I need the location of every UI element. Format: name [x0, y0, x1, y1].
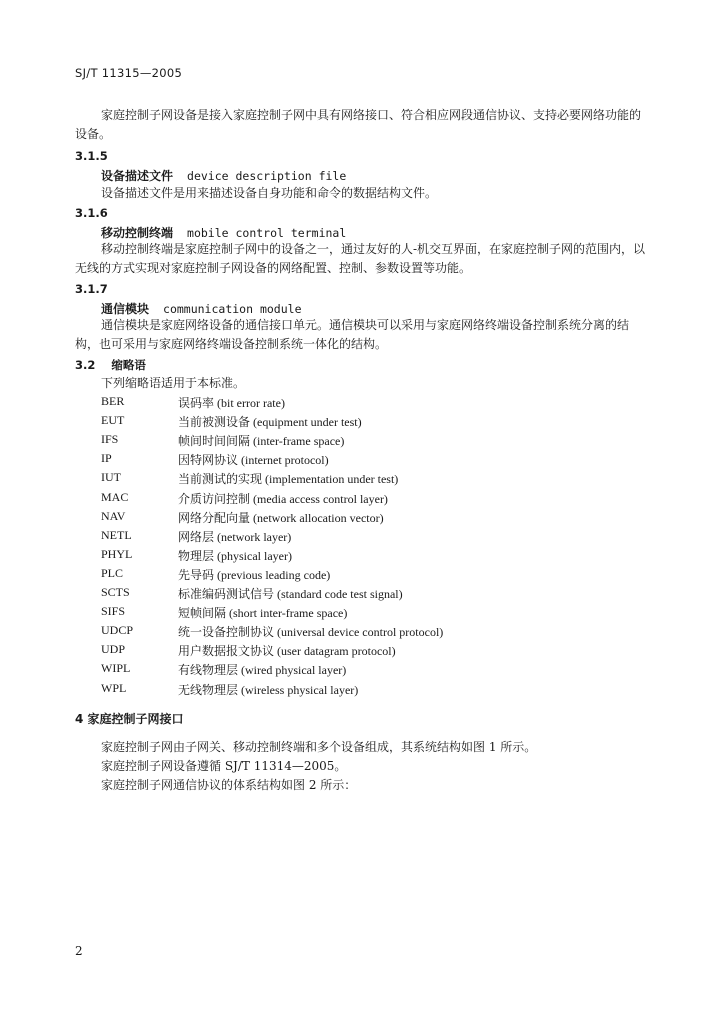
clause-number-3-1-7: 3.1.7: [75, 282, 108, 296]
page-number: 2: [75, 944, 83, 958]
abbr-code: SIFS: [101, 604, 126, 618]
term-definition-3-1-7: 通信模块是家庭网络设备的通信接口单元。通信模块可以采用与家庭网络终端设备控制系统分离的结构，也可采用与家庭网络终端设备控制系统一体化的结构。: [75, 318, 630, 351]
intro-paragraph: 家庭控制子网设备是接入家庭控制子网中具有网络接口、符合相应网段通信协议、支持必要网络功能的设备。: [75, 108, 642, 141]
abbr-code: BER: [101, 394, 125, 408]
standard-header: SJ/T 11315—2005: [75, 66, 183, 80]
clause-number-3-1-5: 3.1.5: [75, 149, 108, 163]
term-3-1-7: [101, 300, 302, 317]
abbr-definition: 因特网协议 (internet protocol): [178, 453, 329, 467]
term-3-1-6: [101, 224, 346, 241]
term-zh: 通信模块: [101, 302, 150, 316]
clause-title: 缩略语: [111, 358, 146, 372]
clause-number-3-1-6: 3.1.6: [75, 206, 108, 220]
abbr-code: WPL: [101, 681, 127, 695]
section-4-para-2: 家庭控制子网设备遵循 SJ/T 11314—2005。: [101, 759, 347, 773]
abbr-code: MAC: [101, 490, 129, 504]
clause-heading-3-2: [75, 357, 146, 373]
abbr-definition: 用户数据报文协议 (user datagram protocol): [178, 644, 396, 658]
term-definition-3-1-5: 设备描述文件是用来描述设备自身功能和命令的数据结构文件。: [101, 186, 438, 200]
abbr-code: NETL: [101, 528, 132, 542]
abbr-definition: 物理层 (physical layer): [178, 549, 292, 563]
abbr-code: WIPL: [101, 661, 131, 675]
abbr-definition: 无线物理层 (wireless physical layer): [178, 683, 359, 697]
abbr-definition: 统一设备控制协议 (universal device control protocol): [178, 625, 444, 639]
term-zh: 设备描述文件: [101, 169, 174, 183]
abbr-code: UDP: [101, 642, 126, 656]
abbr-code: IFS: [101, 432, 119, 446]
term-en: mobile control terminal: [187, 226, 347, 240]
abbr-definition: 当前被测设备 (equipment under test): [178, 415, 362, 429]
abbr-definition: 短帧间隔 (short inter-frame space): [178, 606, 348, 620]
abbr-code: EUT: [101, 413, 125, 427]
section-4-para-3: 家庭控制子网通信协议的体系结构如图 2 所示：: [101, 778, 357, 792]
abbr-code: NAV: [101, 509, 126, 523]
abbr-code: PLC: [101, 566, 124, 580]
abbr-code: IUT: [101, 470, 121, 484]
abbr-definition: 网络分配向量 (network allocation vector): [178, 511, 384, 525]
abbr-definition: 有线物理层 (wired physical layer): [178, 663, 347, 677]
abbr-definition: 先导码 (previous leading code): [178, 568, 331, 582]
abbr-code: PHYL: [101, 547, 133, 561]
abbr-definition: 帧间时间间隔 (inter-frame space): [178, 434, 345, 448]
term-3-1-5: [101, 167, 346, 184]
abbr-definition: 当前测试的实现 (implementation under test): [178, 472, 399, 486]
term-definition-3-1-6: 移动控制终端是家庭控制子网中的设备之一，通过友好的人-机交互界面，在家庭控制子网的范围内，以无线的方式实现对家庭控制子网设备的网络配置、控制、参数设置等功能。: [75, 242, 646, 275]
abbr-intro: 下列缩略语适用于本标准。: [101, 376, 246, 390]
clause-number: 3.2: [75, 358, 96, 372]
term-zh: 移动控制终端: [101, 226, 174, 240]
section-4-para-1: 家庭控制子网由子网关、移动控制终端和多个设备组成，其系统结构如图 1 所示。: [101, 740, 537, 754]
abbr-code: UDCP: [101, 623, 134, 637]
abbr-code: SCTS: [101, 585, 130, 599]
abbr-definition: 标准编码测试信号 (standard code test signal): [178, 587, 403, 601]
term-en: device description file: [187, 169, 347, 183]
abbr-definition: 网络层 (network layer): [178, 530, 292, 544]
abbr-definition: 介质访问控制 (media access control layer): [178, 492, 388, 506]
abbr-definition: 误码率 (bit error rate): [178, 396, 285, 410]
section-4-heading: 4 家庭控制子网接口: [75, 712, 184, 726]
abbr-code: IP: [101, 451, 112, 465]
term-en: communication module: [163, 302, 302, 316]
